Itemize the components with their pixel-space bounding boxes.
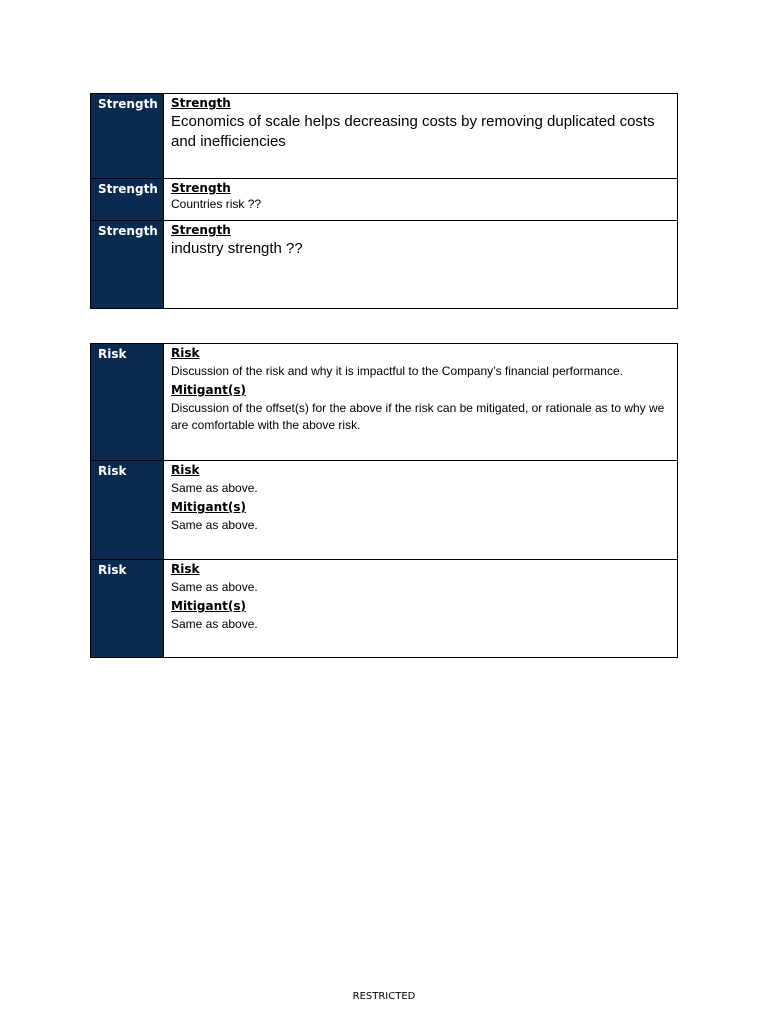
risk-row xyxy=(91,559,677,657)
mitigant-text: Same as above. xyxy=(171,518,258,532)
mitigant-heading: Mitigant(s) xyxy=(171,599,246,613)
classification-footer: RESTRICTED xyxy=(352,991,416,1002)
strength-text: industry strength ?? xyxy=(171,240,303,257)
strength-text: Countries risk ?? xyxy=(171,197,262,211)
risk-label: Risk xyxy=(91,344,164,460)
strength-label: Strength xyxy=(91,94,164,178)
risk-row xyxy=(91,460,677,559)
strength-heading: Strength xyxy=(171,223,231,237)
strength-cell xyxy=(164,179,677,220)
mitigant-heading: Mitigant(s) xyxy=(171,500,246,514)
risk-row xyxy=(91,344,677,460)
strength-text: Economics of scale helps decreasing costs by removing duplicated costs and inefficiencies xyxy=(171,113,655,150)
mitigant-heading: Mitigant(s) xyxy=(171,383,246,397)
strength-row xyxy=(91,94,677,178)
strength-label: Strength xyxy=(91,221,164,308)
strength-cell xyxy=(164,94,677,178)
strength-heading: Strength xyxy=(171,96,231,110)
risk-text: Discussion of the risk and why it is impactful to the Company’s financial performance. xyxy=(171,364,623,378)
risk-text: Same as above. xyxy=(171,580,258,594)
strength-cell xyxy=(164,221,677,308)
risk-cell xyxy=(164,344,677,460)
risks-table xyxy=(90,343,678,658)
mitigant-text: Same as above. xyxy=(171,617,258,631)
strength-label: Strength xyxy=(91,179,164,220)
strength-heading: Strength xyxy=(171,181,231,195)
risk-heading: Risk xyxy=(171,562,200,576)
risk-label: Risk xyxy=(91,461,164,559)
risk-cell xyxy=(164,560,677,657)
strengths-table xyxy=(90,93,678,309)
strength-row xyxy=(91,178,677,220)
risk-text: Same as above. xyxy=(171,481,258,495)
risk-heading: Risk xyxy=(171,463,200,477)
risk-cell xyxy=(164,461,677,559)
mitigant-text: Discussion of the offset(s) for the above if the risk can be mitigated, or rationale as to why we are comfortable with the above risk. xyxy=(171,401,665,432)
risk-heading: Risk xyxy=(171,346,200,360)
risk-label: Risk xyxy=(91,560,164,657)
strength-row xyxy=(91,220,677,308)
